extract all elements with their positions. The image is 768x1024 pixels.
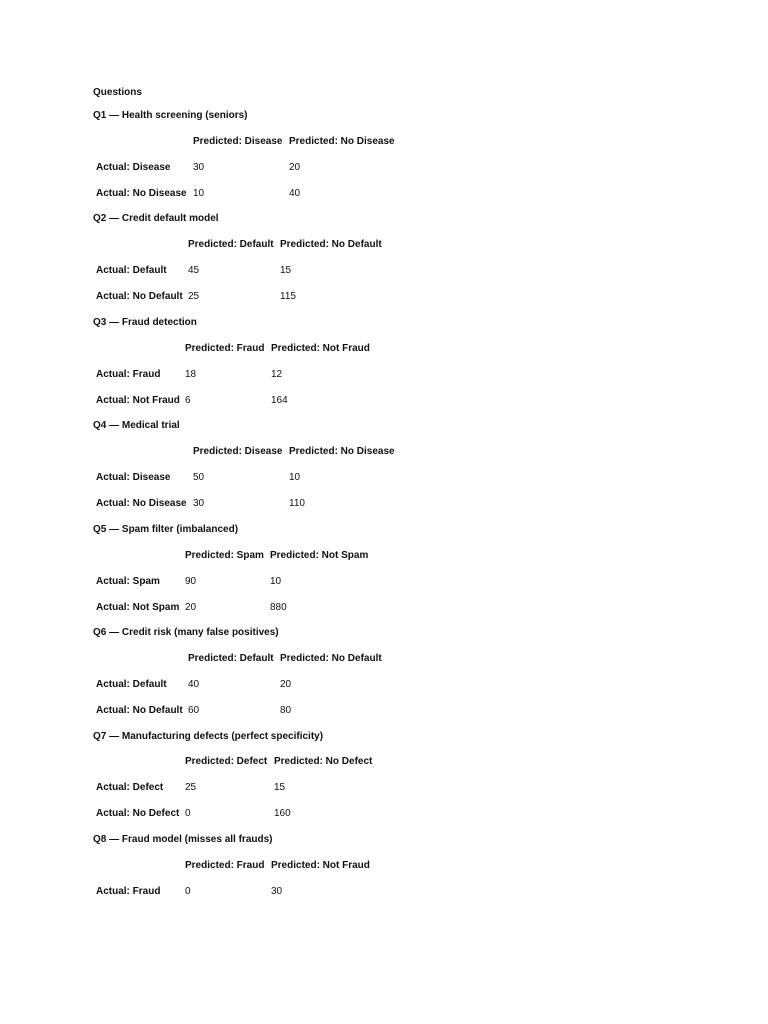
table-header-row <box>93 653 384 679</box>
cell-value: 880 <box>270 602 287 613</box>
corner-cell <box>93 239 188 265</box>
cell-value: 30 <box>193 498 205 509</box>
cell-value: 6 <box>185 395 191 406</box>
column-header: Predicted: No Defect <box>274 756 373 767</box>
column-header: Predicted: Spam <box>185 550 264 561</box>
cell-value: 50 <box>193 472 205 483</box>
cell-value: 80 <box>280 705 292 716</box>
column-header: Predicted: No Disease <box>289 446 395 457</box>
row-label: Actual: Default <box>96 265 167 276</box>
table-header-row <box>93 860 372 886</box>
confusion-matrix-table <box>93 860 372 912</box>
table-row <box>93 705 384 717</box>
question-heading: Q7 — Manufacturing defects (perfect specificity) <box>93 731 324 742</box>
question-heading: Q1 — Health screening (seniors) <box>93 110 248 121</box>
table-row <box>93 265 384 291</box>
cell-value: 0 <box>185 886 191 897</box>
confusion-matrix-table <box>93 136 397 200</box>
cell-value: 15 <box>274 782 286 793</box>
table-row <box>93 498 397 510</box>
column-header: Predicted: Default <box>188 239 274 250</box>
table-header-row <box>93 550 370 576</box>
row-label: Actual: Disease <box>96 162 171 173</box>
column-header: Predicted: Disease <box>193 136 283 147</box>
question-heading: Q2 — Credit default model <box>93 213 219 224</box>
row-label: Actual: Defect <box>96 782 164 793</box>
question-heading: Q8 — Fraud model (misses all frauds) <box>93 834 273 845</box>
row-label: Actual: Not Fraud <box>96 395 180 406</box>
cell-value: 20 <box>280 679 292 690</box>
column-header: Predicted: Not Fraud <box>271 860 370 871</box>
question-heading: Q3 — Fraud detection <box>93 317 197 328</box>
corner-cell <box>93 653 188 679</box>
cell-value: 115 <box>280 291 296 302</box>
table-row <box>93 395 372 407</box>
table-row <box>93 576 370 602</box>
cell-value: 10 <box>193 188 205 199</box>
column-header: Predicted: Not Fraud <box>271 343 370 354</box>
cell-value: 40 <box>289 188 301 199</box>
confusion-matrix-table <box>93 653 384 717</box>
corner-cell <box>93 860 185 886</box>
column-header: Predicted: No Default <box>280 653 382 664</box>
table-row <box>93 162 397 188</box>
table-row <box>93 602 370 614</box>
row-label: Actual: No Defect <box>96 808 180 819</box>
document-title: Questions <box>93 87 142 98</box>
cell-value: 20 <box>185 602 197 613</box>
confusion-matrix-table <box>93 239 384 303</box>
cell-value: 110 <box>289 498 305 509</box>
column-header: Predicted: No Disease <box>289 136 395 147</box>
row-label: Actual: No Default <box>96 705 183 716</box>
cell-value: 10 <box>270 576 282 587</box>
row-label: Actual: Default <box>96 679 167 690</box>
table-row <box>93 188 397 200</box>
column-header: Predicted: Defect <box>185 756 268 767</box>
confusion-matrix-table <box>93 756 374 820</box>
cell-value: 90 <box>185 576 197 587</box>
table-header-row <box>93 343 372 369</box>
row-label: Actual: Disease <box>96 472 171 483</box>
table-row <box>93 369 372 395</box>
table-row <box>93 472 397 498</box>
row-label: Actual: No Disease <box>96 498 187 509</box>
confusion-matrix-table <box>93 343 372 407</box>
cell-value: 45 <box>188 265 200 276</box>
table-row <box>93 782 374 808</box>
cell-value: 18 <box>185 369 197 380</box>
corner-cell <box>93 756 185 782</box>
column-header: Predicted: Fraud <box>185 860 265 871</box>
column-header: Predicted: No Default <box>280 239 382 250</box>
row-label: Actual: No Disease <box>96 188 187 199</box>
row-label: Actual: Fraud <box>96 886 161 897</box>
cell-value: 60 <box>188 705 200 716</box>
cell-value: 10 <box>289 472 301 483</box>
table-row <box>93 291 384 303</box>
cell-value: 40 <box>188 679 200 690</box>
cell-value: 15 <box>280 265 292 276</box>
cell-value: 160 <box>274 808 291 819</box>
cell-value: 30 <box>271 886 283 897</box>
row-label: Actual: Not Spam <box>96 602 180 613</box>
row-label: Actual: Spam <box>96 576 160 587</box>
cell-value: 25 <box>188 291 200 302</box>
table-header-row <box>93 239 384 265</box>
cell-value: 25 <box>185 782 197 793</box>
cell-value: 0 <box>185 808 191 819</box>
column-header: Predicted: Not Spam <box>270 550 369 561</box>
question-heading: Q4 — Medical trial <box>93 420 180 431</box>
cell-value: 20 <box>289 162 301 173</box>
cell-value: 30 <box>193 162 205 173</box>
corner-cell <box>93 550 185 576</box>
table-header-row <box>93 446 397 472</box>
table-header-row <box>93 136 397 162</box>
corner-cell <box>93 446 193 472</box>
column-header: Predicted: Disease <box>193 446 283 457</box>
confusion-matrix-table <box>93 446 397 510</box>
column-header: Predicted: Default <box>188 653 274 664</box>
table-row <box>93 679 384 705</box>
question-heading: Q5 — Spam filter (imbalanced) <box>93 524 239 535</box>
cell-value: 164 <box>271 395 288 406</box>
row-label: Actual: Fraud <box>96 369 161 380</box>
confusion-matrix-table <box>93 550 370 614</box>
row-label: Actual: No Default <box>96 291 183 302</box>
column-header: Predicted: Fraud <box>185 343 265 354</box>
question-heading: Q6 — Credit risk (many false positives) <box>93 627 279 638</box>
table-row <box>93 808 374 820</box>
corner-cell <box>93 136 193 162</box>
table-row <box>93 886 372 912</box>
table-header-row <box>93 756 374 782</box>
corner-cell <box>93 343 185 369</box>
cell-value: 12 <box>271 369 283 380</box>
